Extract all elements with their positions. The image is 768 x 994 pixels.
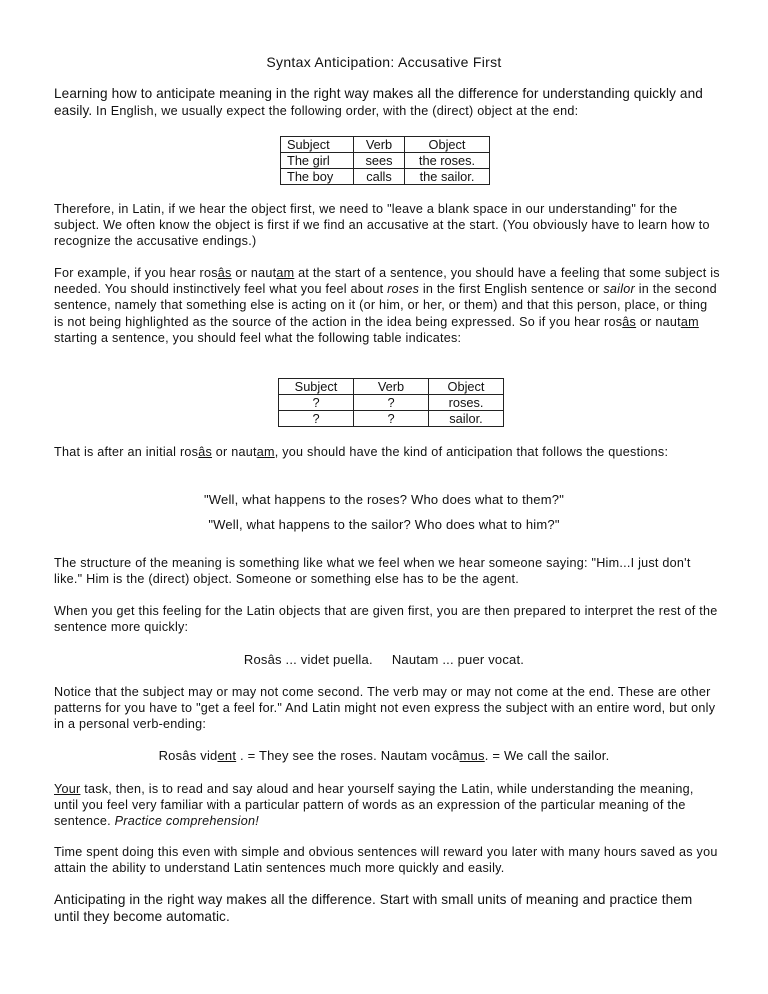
table-cell: ? (279, 395, 354, 411)
table-row (279, 395, 504, 411)
table-cell: the roses. (405, 153, 490, 169)
table-header-row (279, 379, 504, 395)
table-row (279, 411, 504, 427)
question-roses: "Well, what happens to the roses? Who does what to them?" (203, 492, 565, 507)
intro-sentence-1: Learning how to anticipate meaning in the right way makes all the difference for understanding quickly and easily. (54, 86, 703, 118)
notice-paragraph: Notice that the subject may or may not come second. The verb may or may not come at the end. These are other patterns for you have to "get a feel for." And Latin might not even express the subject with an entire word, but only in a personal verb-ending: (54, 685, 716, 732)
when-paragraph: When you get this feeling for the Latin objects that are given first, you are then prepared to interpret the rest of the sentence more quickly: (54, 604, 718, 635)
time-paragraph: Time spent doing this even with simple and obvious sentences will reward you later with many hours saved as you attain the ability to understand Latin sentences much more quickly and easily. (54, 845, 718, 876)
italic-sailor: sailor (603, 282, 635, 297)
latin-example-1: Rosâs ... videt puella. Nautam ... puer vocat. (243, 652, 525, 667)
your-underlined: Your (54, 782, 81, 796)
practice-comprehension: Practice comprehension! (114, 814, 259, 829)
table-cell: sailor. (429, 411, 504, 427)
table-cell: ? (354, 411, 429, 427)
table-cell: calls (354, 169, 405, 185)
example-paragraph: For example, if you hear rosâs or nautam at the start of a sentence, you should have a feeling that some subject is needed. You should instinctively feel what you feel about roses in the first English sentence or sailor in the second sentence, namely that something else is acting on it (or him, or her, or them) and that this person, place, or thing is not being highlighted as the source of the action in the idea being expressed. So if you hear rosâs or nautam starting a sentence, you should feel what the following table indicates: (54, 266, 720, 345)
intro-sentence-2: In English, we usually expect the following order, with the (direct) object at the end: (92, 104, 579, 118)
table-header-row (281, 137, 490, 153)
table-row (281, 153, 490, 169)
header-object: Object (429, 379, 504, 395)
after-paragraph: That is after an initial rosâs or nautam, you should have the kind of anticipation that follows the questions: (54, 445, 669, 459)
italic-roses: roses (387, 282, 420, 297)
table-cell: roses. (429, 395, 504, 411)
underlined-ending: ent (217, 748, 237, 763)
table-cell: The girl (281, 153, 354, 169)
task-paragraph: Your task, then, is to read and say aloud and hear yourself saying the Latin, while understanding the meaning, until you feel very familiar with a particular pattern of words as an expression of the particular meaning of the sentence. Practice comprehension! (54, 782, 694, 829)
structure-paragraph: The structure of the meaning is something like what we feel when we hear someone saying: "Him...I just don't like." Him is the (direct) object. Someone or something else has to be the agent. (54, 556, 691, 587)
table-cell: the sailor. (405, 169, 490, 185)
table-cell: sees (354, 153, 405, 169)
therefore-paragraph: Therefore, in Latin, if we hear the object first, we need to "leave a blank space in our understanding" for the subject. We often know the object is first if we find an accusative at the start. (You obviously have to learn how to recognize the accusative endings.) (54, 202, 710, 249)
table-cell: ? (279, 411, 354, 427)
final-paragraph: Anticipating in the right way makes all the difference. Start with small units of meaning and practice them until they become automatic. (54, 892, 693, 924)
table-english-order (280, 136, 490, 185)
header-verb: Verb (354, 137, 405, 153)
question-sailor: "Well, what happens to the sailor? Who does what to him?" (208, 517, 560, 532)
underlined-ending: âs (217, 266, 232, 280)
table-latin-order (278, 378, 504, 427)
header-verb: Verb (354, 379, 429, 395)
header-subject: Subject (279, 379, 354, 395)
page-title: Syntax Anticipation: Accusative First (266, 54, 502, 70)
latin-example-2: Rosâs vident . = They see the roses. Nautam vocâmus. = We call the sailor. (158, 748, 610, 763)
header-object: Object (405, 137, 490, 153)
header-subject: Subject (281, 137, 354, 153)
table-row (281, 169, 490, 185)
table-cell: ? (354, 395, 429, 411)
underlined-ending: am (276, 266, 295, 280)
underlined-ending: mus (459, 748, 485, 763)
table-cell: The boy (281, 169, 354, 185)
intro-paragraph (54, 85, 720, 120)
